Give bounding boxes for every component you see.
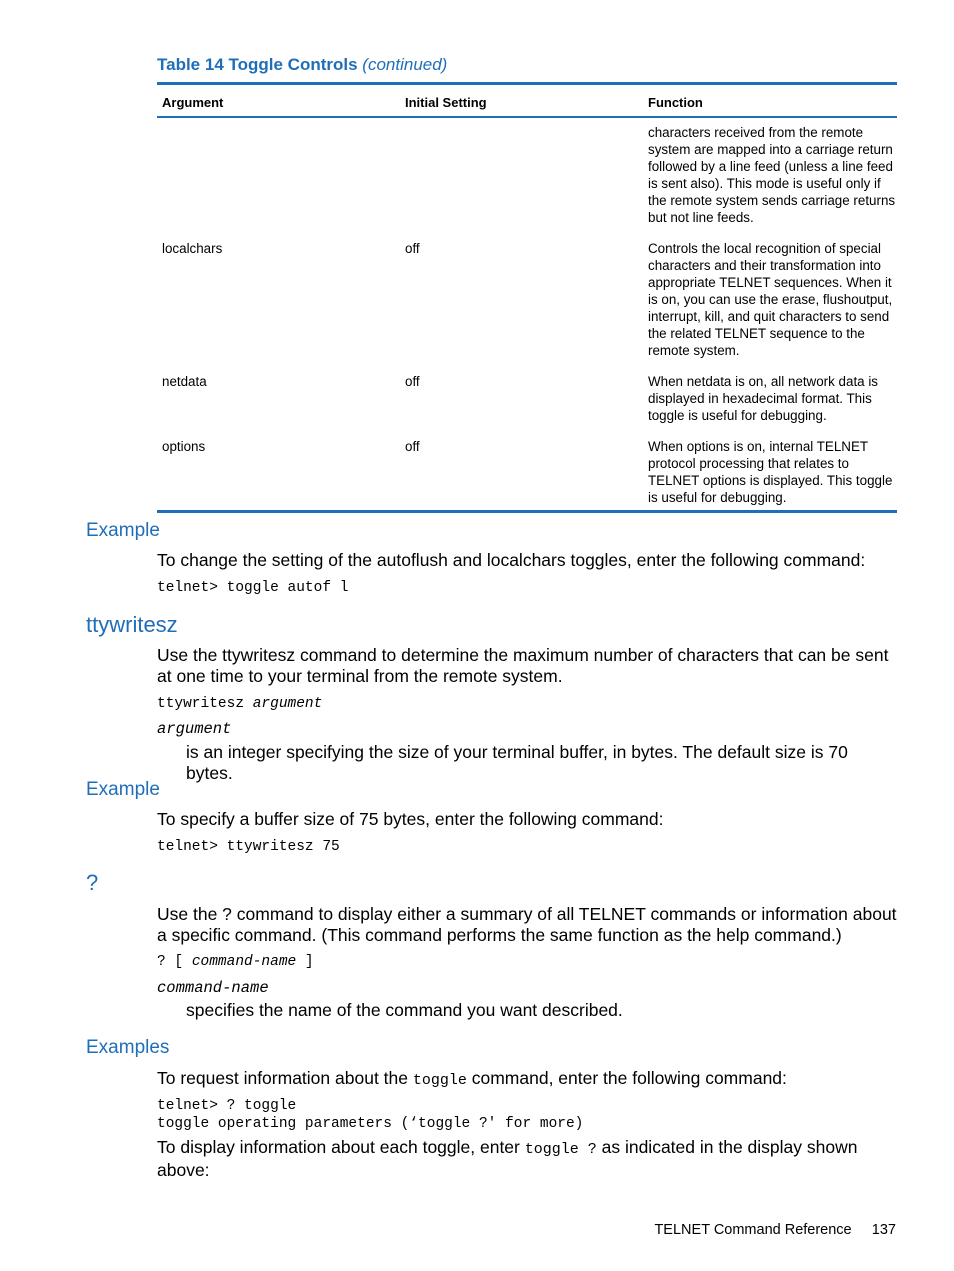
example-code: telnet> ttywritesz 75 [157, 839, 340, 855]
text-segment: To request information about the [157, 1068, 413, 1088]
parameter-name: argument [157, 720, 232, 738]
examples-code-line-2: toggle operating parameters (‘toggle ?' for more) [157, 1116, 584, 1132]
question-description: Use the ? command to display either a summary of all TELNET commands or information about a specific command. (This command performs the same function as the help command.) [157, 904, 897, 945]
table-header-row [157, 84, 897, 118]
header-argument: Argument [157, 84, 400, 118]
examples-text-1 [157, 1068, 897, 1091]
footer-title: TELNET Command Reference [654, 1222, 852, 1238]
header-function: Function [643, 84, 897, 118]
example-text: To specify a buffer size of 75 bytes, enter the following command: [157, 809, 664, 829]
ttywritesz-syntax [157, 695, 322, 713]
table-caption [157, 55, 447, 75]
syntax-command: ttywritesz [157, 696, 253, 712]
table-row [157, 240, 897, 373]
parameter-description: specifies the name of the command you want described. [186, 1000, 623, 1020]
inline-code: toggle ? [524, 1141, 597, 1158]
cell-initial [400, 117, 643, 240]
cell-initial: off [400, 438, 643, 512]
cell-argument: localchars [162, 241, 223, 256]
table-caption-continued: (continued) [362, 55, 448, 74]
cell-initial: off [405, 374, 420, 389]
cell-argument: options [157, 438, 400, 512]
cell-function: When options is on, internal TELNET protocol processing that relates to TELNET options is displayed. This toggle is useful for debugging. [643, 438, 897, 512]
table-caption-title: Table 14 Toggle Controls [157, 55, 358, 74]
examples-text-2 [157, 1137, 897, 1181]
text-segment: To display information about each toggle, enter [157, 1137, 525, 1157]
cell-function: When netdata is on, all network data is displayed in hexadecimal format. This toggle is useful for debugging. [648, 374, 879, 423]
page-number: 137 [871, 1222, 896, 1238]
example-heading: Example [86, 779, 160, 800]
example-text: To change the setting of the autoflush and localchars toggles, enter the following command: [157, 550, 866, 570]
question-heading: ? [86, 870, 99, 895]
examples-heading: Examples [86, 1037, 170, 1058]
syntax-argument: command-name [191, 954, 297, 970]
syntax-suffix: ] [296, 954, 314, 970]
example-code: telnet> toggle autof l [157, 580, 349, 596]
question-syntax [157, 953, 314, 971]
table-row [157, 438, 897, 512]
syntax-prefix: ? [ [157, 954, 192, 970]
example-heading: Example [86, 520, 160, 541]
cell-argument: netdata [162, 374, 207, 389]
parameter-description: is an integer specifying the size of your terminal buffer, in bytes. The default size is 70 bytes. [186, 742, 848, 783]
header-initial-setting: Initial Setting [400, 84, 643, 118]
examples-code-line-1: telnet> ? toggle [157, 1098, 297, 1114]
ttywritesz-heading: ttywritesz [86, 612, 178, 637]
table-row [157, 117, 897, 240]
syntax-argument: argument [252, 696, 323, 712]
table-row [157, 373, 897, 438]
inline-code: toggle [412, 1072, 467, 1089]
text-segment: as indicated in the display shown above: [157, 1137, 858, 1180]
cell-function: Controls the local recognition of special characters and their transformation into appropriate TELNET sequences. When it is on, you can use the erase, flushoutput, interrupt, kill, and quit characters to send the related TELNET sequence to the remote system. [648, 241, 893, 358]
cell-argument [157, 117, 400, 240]
page-footer [654, 1222, 896, 1238]
ttywritesz-description: Use the ttywritesz command to determine the maximum number of characters that can be sent at one time to your terminal from the remote system. [157, 645, 889, 686]
toggle-controls-table [157, 82, 897, 513]
cell-initial: off [405, 241, 420, 256]
text-segment: command, enter the following command: [466, 1068, 787, 1088]
cell-function: characters received from the remote system are mapped into a carriage return followed by a line feed (unless a line feed is sent also). This mode is useful only if the remote system sends carriage returns but not line feeds. [648, 125, 896, 225]
parameter-name: command-name [157, 979, 269, 997]
